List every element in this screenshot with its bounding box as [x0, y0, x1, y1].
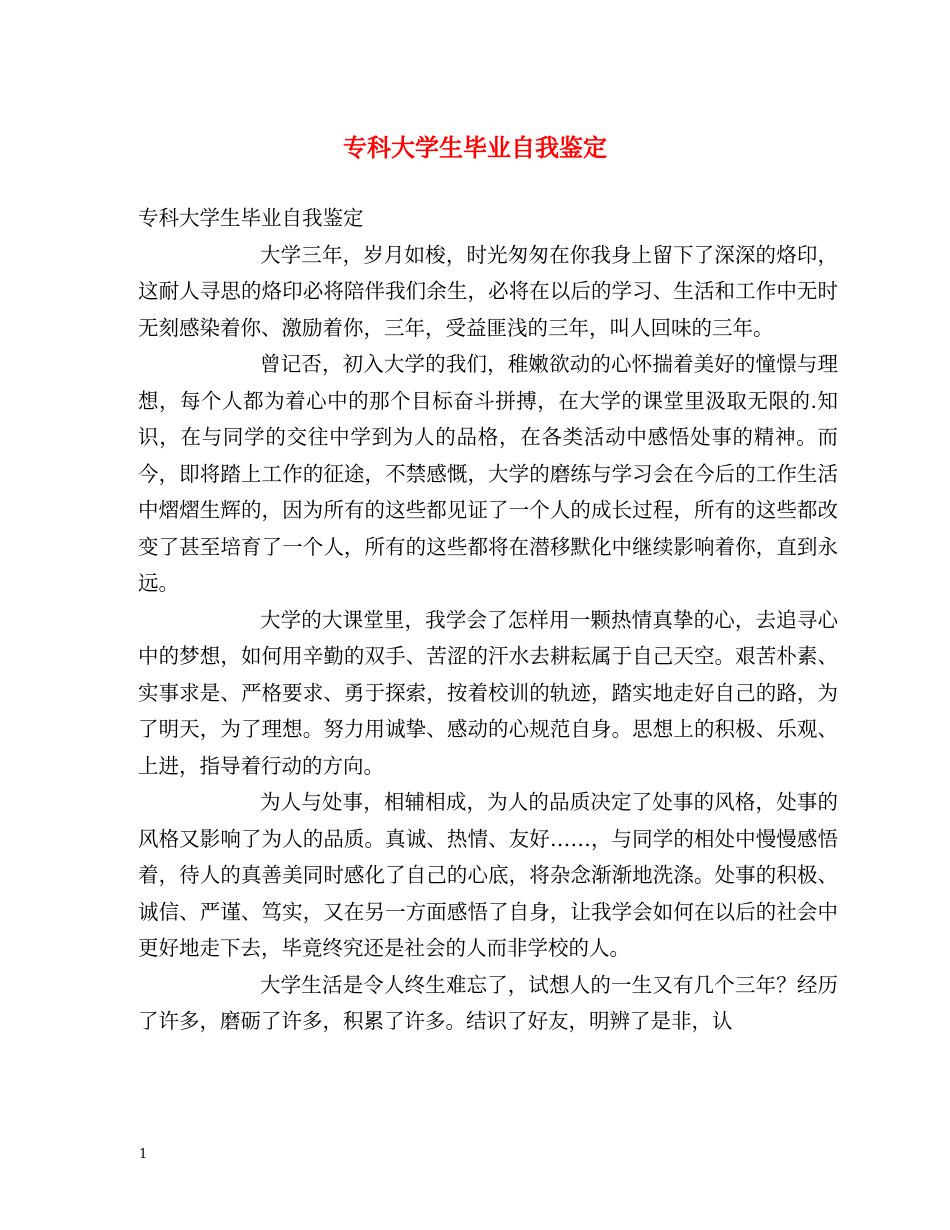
document-subtitle: 专科大学生毕业自我鉴定 [138, 206, 364, 230]
paragraph-1: 大学三年，岁月如梭，时光匆匆在你我身上留下了深深的烙印，这耐人寻思的烙印必将陪伴我们余生，必将在以后的学习、生活和工作中无时无刻感染着你、激励着你，三年，受益匪浅的三年，叫人回味的三年。 [138, 242, 838, 340]
document-title: 专科大学生毕业自我鉴定 [343, 133, 607, 162]
document-body [138, 200, 838, 1040]
paragraph-3: 大学的大课堂里，我学会了怎样用一颗热情真挚的心，去追寻心中的梦想，如何用辛勤的双手、苦涩的汗水去耕耘属于自己天空。艰苦朴素、实事求是、严格要求、勇于探索，按着校训的轨迹，踏实地走好自己的路，为了明天，为了理想。努力用诚挚、感动的心规范自身。思想上的积极、乐观、上进，指导着行动的方向。 [138, 607, 838, 778]
paragraph-4: 为人与处事，相辅相成，为人的品质决定了处事的风格，处事的风格又影响了为人的品质。真诚、热情、友好……，与同学的相处中慢慢感悟着，待人的真善美同时感化了自己的心底，将杂念渐渐地洗涤。处事的积极、诚信、严谨、笃实，又在另一方面感悟了自身，让我学会如何在以后的社会中更好地走下去，毕竟终究还是社会的人而非学校的人。 [138, 790, 838, 960]
paragraph-2: 曾记否，初入大学的我们，稚嫩欲动的心怀揣着美好的憧憬与理想，每个人都为着心中的那个目标奋斗拼搏，在大学的课堂里汲取无限的.知识，在与同学的交往中学到为人的品格，在各类活动中感悟处事的精神。而今，即将踏上工作的征途，不禁感慨，大学的磨练与学习会在今后的工作生活中熠熠生辉的，因为所有的这些都见证了一个人的成长过程，所有的这些都改变了甚至培育了一个人，所有的这些都将在潜移默化中继续影响着你，直到永远。 [138, 352, 838, 595]
paragraph-5: 大学生活是令人终生难忘了，试想人的一生又有几个三年？经历了许多，磨砺了许多，积累了许多。结识了好友，明辨了是非，认 [138, 972, 838, 1033]
page-number: 1 [139, 1147, 148, 1162]
